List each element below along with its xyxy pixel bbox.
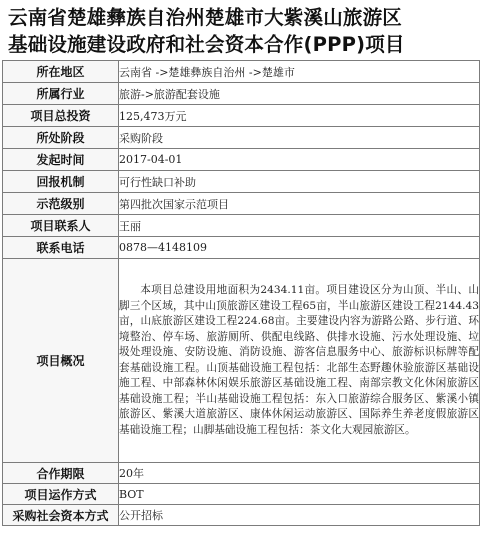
overview-paragraph: 本项目总建设用地面积为2434.11亩。项目建设区分为山顶、半山、山脚三个区域，其中山顶旅游区建设工程65亩，半山旅游区建设工程2144.43亩，山底旅游区建设工程224.68亩。主要建设内容为游路公路、步行道、环境整治、停车场、旅游厕所、供配电线路、供排水设施、污水处理设施、垃圾处理设施、安防设施、消防设施、游客信息服务中心、旅游标识标牌等配套基础设施工程。山顶基础设施工程包括：北部生态野趣休验旅游区基础设施工程、中部森林休闲娱乐旅游区基础设施工程、南部宗教文化休闲旅游区基础设施工程；半山基础设施工程包括：东入口旅游综合服务区、紫溪小镇旅游区、紫溪大道旅游区、康体休闲运动旅游区、国际养生养老度假旅游区基础设施工程；山脚基础设施工程包括：茶文化大观园旅游区。 bbox=[119, 284, 479, 436]
row-value-demo-level: 第四批次国家示范项目 bbox=[119, 193, 480, 215]
row-label-overview: 项目概况 bbox=[3, 259, 119, 463]
row-label-operation-mode: 项目运作方式 bbox=[3, 484, 119, 505]
row-value-start-date: 2017-04-01 bbox=[119, 149, 480, 171]
row-value-phone: 0878—4148109 bbox=[119, 237, 480, 259]
table-row bbox=[3, 215, 480, 237]
project-info-table bbox=[2, 60, 480, 526]
row-label-term: 合作期限 bbox=[3, 463, 119, 484]
row-value-procurement-method: 公开招标 bbox=[119, 505, 480, 526]
row-label-region: 所在地区 bbox=[3, 61, 119, 83]
table-row bbox=[3, 505, 480, 526]
row-label-industry: 所属行业 bbox=[3, 83, 119, 105]
table-row bbox=[3, 127, 480, 149]
table-row bbox=[3, 193, 480, 215]
row-label-return-mechanism: 回报机制 bbox=[3, 171, 119, 193]
row-label-phone: 联系电话 bbox=[3, 237, 119, 259]
table-row bbox=[3, 83, 480, 105]
row-value-region: 云南省 ->楚雄彝族自治州 ->楚雄市 bbox=[119, 61, 480, 83]
table-row bbox=[3, 484, 480, 505]
row-label-contact-person: 项目联系人 bbox=[3, 215, 119, 237]
row-value-return-mechanism: 可行性缺口补助 bbox=[119, 171, 480, 193]
table-row bbox=[3, 105, 480, 127]
table-row bbox=[3, 149, 480, 171]
title-line-1: 云南省楚雄彝族自治州楚雄市大紫溪山旅游区 bbox=[8, 6, 403, 29]
table-row bbox=[3, 463, 480, 484]
row-value-overview bbox=[119, 259, 480, 463]
page-title bbox=[0, 0, 482, 60]
table-row bbox=[3, 171, 480, 193]
table-row-overview bbox=[3, 259, 480, 463]
row-label-procurement-method: 采购社会资本方式 bbox=[3, 505, 119, 526]
row-value-total-investment: 125,473万元 bbox=[119, 105, 480, 127]
row-label-stage: 所处阶段 bbox=[3, 127, 119, 149]
table-row bbox=[3, 61, 480, 83]
table-row bbox=[3, 237, 480, 259]
row-label-total-investment: 项目总投资 bbox=[3, 105, 119, 127]
row-label-start-date: 发起时间 bbox=[3, 149, 119, 171]
row-value-contact-person: 王丽 bbox=[119, 215, 480, 237]
row-value-industry: 旅游->旅游配套设施 bbox=[119, 83, 480, 105]
row-value-term: 20年 bbox=[119, 463, 480, 484]
row-label-demo-level: 示范级别 bbox=[3, 193, 119, 215]
row-value-operation-mode: BOT bbox=[119, 484, 480, 505]
title-line-2: 基础设施建设政府和社会资本合作(PPP)项目 bbox=[8, 33, 405, 56]
row-value-stage: 采购阶段 bbox=[119, 127, 480, 149]
